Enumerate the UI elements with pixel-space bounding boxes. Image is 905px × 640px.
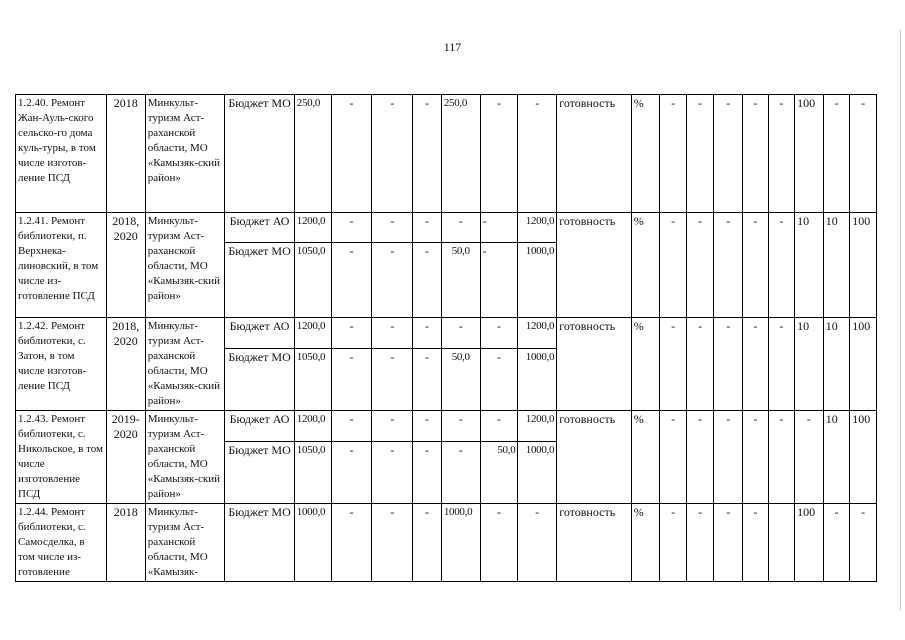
- funding-source: Бюджет АО: [225, 411, 294, 442]
- year-amount: 1000,0: [518, 243, 557, 318]
- indicator-value: 10: [823, 318, 850, 411]
- table-row: [16, 504, 877, 582]
- indicator-value: 100: [795, 504, 824, 582]
- year-amount: -: [441, 213, 480, 243]
- year-amount: -: [518, 95, 557, 213]
- funding-source: Бюджет АО: [225, 213, 294, 243]
- year-amount: -: [372, 349, 413, 411]
- year-amount: -: [372, 411, 413, 442]
- year-amount: -: [413, 442, 442, 504]
- measure-name: 1.2.44. Ремонт библиотеки, с. Самосделка, в том числе из-готовление: [16, 504, 107, 582]
- year-amount: 1200,0: [518, 318, 557, 349]
- indicator-value: -: [714, 318, 743, 411]
- indicator-value: 100: [850, 411, 877, 504]
- page-number: 117: [443, 40, 462, 54]
- year-amount: -: [413, 213, 442, 243]
- indicator-value: -: [743, 411, 769, 504]
- total-amount: 1050,0: [294, 243, 331, 318]
- indicator-value: -: [686, 213, 714, 318]
- indicator-value: -: [823, 95, 850, 213]
- indicator-value: 100: [795, 95, 824, 213]
- year-amount: -: [372, 95, 413, 213]
- table-row: [16, 95, 877, 213]
- funding-source: Бюджет МО: [225, 349, 294, 411]
- indicator-value: -: [660, 318, 687, 411]
- year-amount: -: [331, 213, 372, 243]
- year-amount: -: [441, 318, 480, 349]
- year-amount: -: [413, 504, 442, 582]
- total-amount: 1000,0: [294, 504, 331, 582]
- year-amount: 1000,0: [518, 349, 557, 411]
- indicator-value: -: [823, 504, 850, 582]
- indicator-value: -: [660, 411, 687, 504]
- period-cell: 2019-2020: [106, 411, 145, 504]
- year-amount: 50,0: [480, 442, 518, 504]
- scan-edge-line: [900, 30, 901, 610]
- year-amount: -: [372, 504, 413, 582]
- indicator-value: 10: [823, 213, 850, 318]
- year-amount: -: [441, 411, 480, 442]
- year-amount: -: [518, 504, 557, 582]
- year-amount: -: [480, 318, 518, 349]
- executor-cell: Минкульт-туризм Аст-раханской области, МО «Камызяк-ский район»: [145, 411, 225, 504]
- executor-cell: Минкульт-туризм Аст-раханской области, МО «Камызяк-: [145, 504, 225, 582]
- table-row: [16, 318, 877, 349]
- measure-name: 1.2.41. Ремонт библиотеки, п. Верхнека-линовский, в том числе из-готовление ПСД: [16, 213, 107, 318]
- indicator-value: 10: [795, 318, 824, 411]
- indicator-value: -: [850, 504, 877, 582]
- total-amount: 250,0: [294, 95, 331, 213]
- indicator-value: -: [768, 411, 795, 504]
- indicator-value: -: [743, 318, 769, 411]
- year-amount: -: [372, 318, 413, 349]
- indicator-value: -: [768, 95, 795, 213]
- year-amount: -: [480, 95, 518, 213]
- indicator-value: -: [714, 95, 743, 213]
- year-amount: 50,0: [441, 243, 480, 318]
- year-amount: 1000,0: [441, 504, 480, 582]
- total-amount: 1050,0: [294, 442, 331, 504]
- total-amount: 1050,0: [294, 349, 331, 411]
- indicator-value: -: [743, 504, 769, 582]
- year-amount: -: [413, 349, 442, 411]
- period-cell: 2018: [106, 504, 145, 582]
- indicator-value: -: [714, 504, 743, 582]
- year-amount: -: [480, 411, 518, 442]
- year-amount: -: [413, 318, 442, 349]
- indicator-value: -: [714, 213, 743, 318]
- indicator-name: готовность: [557, 318, 632, 411]
- table-row: [16, 411, 877, 442]
- indicator-value: -: [686, 411, 714, 504]
- year-amount: -: [480, 243, 518, 318]
- indicator-name: готовность: [557, 504, 632, 582]
- indicator-value: -: [686, 504, 714, 582]
- indicator-value: -: [660, 95, 687, 213]
- total-amount: 1200,0: [294, 213, 331, 243]
- year-amount: -: [480, 504, 518, 582]
- indicator-value: -: [660, 504, 687, 582]
- year-amount: -: [372, 213, 413, 243]
- indicator-unit: %: [631, 318, 660, 411]
- year-amount: -: [331, 442, 372, 504]
- year-amount: -: [331, 349, 372, 411]
- funding-source: Бюджет МО: [225, 243, 294, 318]
- measure-name: 1.2.40. Ремонт Жан-Ауль-ского сельско-го дома куль-туры, в том числе изготов-ление ПСД: [16, 95, 107, 213]
- indicator-name: готовность: [557, 95, 632, 213]
- total-amount: 1200,0: [294, 411, 331, 442]
- indicator-value: -: [850, 95, 877, 213]
- year-amount: -: [413, 411, 442, 442]
- executor-cell: Минкульт-туризм Аст-раханской области, МО «Камызяк-ский район»: [145, 318, 225, 411]
- period-cell: 2018, 2020: [106, 318, 145, 411]
- indicator-value: -: [743, 213, 769, 318]
- measure-name: 1.2.43. Ремонт библиотеки, с. Никольское, в том числе изготовление ПСД: [16, 411, 107, 504]
- period-cell: 2018, 2020: [106, 213, 145, 318]
- funding-source: Бюджет АО: [225, 318, 294, 349]
- year-amount: -: [441, 442, 480, 504]
- indicator-value: -: [714, 411, 743, 504]
- indicator-value: -: [795, 411, 824, 504]
- funding-source: Бюджет МО: [225, 504, 294, 582]
- indicator-value: -: [686, 95, 714, 213]
- year-amount: -: [480, 213, 518, 243]
- indicator-value: -: [743, 95, 769, 213]
- indicator-value: 10: [823, 411, 850, 504]
- year-amount: 1200,0: [518, 411, 557, 442]
- funding-source: Бюджет МО: [225, 442, 294, 504]
- total-amount: 1200,0: [294, 318, 331, 349]
- year-amount: 1000,0: [518, 442, 557, 504]
- indicator-value: -: [768, 213, 795, 318]
- indicator-value: -: [686, 318, 714, 411]
- indicator-unit: %: [631, 213, 660, 318]
- indicator-value: -: [660, 213, 687, 318]
- year-amount: -: [413, 243, 442, 318]
- executor-cell: Минкульт-туризм Аст-раханской области, МО «Камызяк-ский район»: [145, 213, 225, 318]
- year-amount: -: [413, 95, 442, 213]
- period-cell: 2018: [106, 95, 145, 213]
- funding-source: Бюджет МО: [225, 95, 294, 213]
- indicator-name: готовность: [557, 213, 632, 318]
- executor-cell: Минкульт-туризм Аст-раханской области, МО «Камызяк-ский район»: [145, 95, 225, 213]
- year-amount: -: [331, 95, 372, 213]
- year-amount: -: [480, 349, 518, 411]
- year-amount: 250,0: [441, 95, 480, 213]
- year-amount: -: [331, 243, 372, 318]
- indicator-value: [768, 504, 795, 582]
- measure-name: 1.2.42. Ремонт библиотеки, с. Затон, в том числе изготов-ление ПСД: [16, 318, 107, 411]
- year-amount: -: [331, 318, 372, 349]
- program-measures-table: [15, 94, 877, 582]
- indicator-unit: %: [631, 411, 660, 504]
- year-amount: 1200,0: [518, 213, 557, 243]
- indicator-name: готовность: [557, 411, 632, 504]
- indicator-value: 100: [850, 213, 877, 318]
- year-amount: -: [331, 504, 372, 582]
- year-amount: 50,0: [441, 349, 480, 411]
- indicator-value: 10: [795, 213, 824, 318]
- year-amount: -: [372, 243, 413, 318]
- indicator-value: 100: [850, 318, 877, 411]
- indicator-unit: %: [631, 95, 660, 213]
- year-amount: -: [331, 411, 372, 442]
- year-amount: -: [372, 442, 413, 504]
- indicator-value: -: [768, 318, 795, 411]
- indicator-unit: %: [631, 504, 660, 582]
- table-row: [16, 213, 877, 243]
